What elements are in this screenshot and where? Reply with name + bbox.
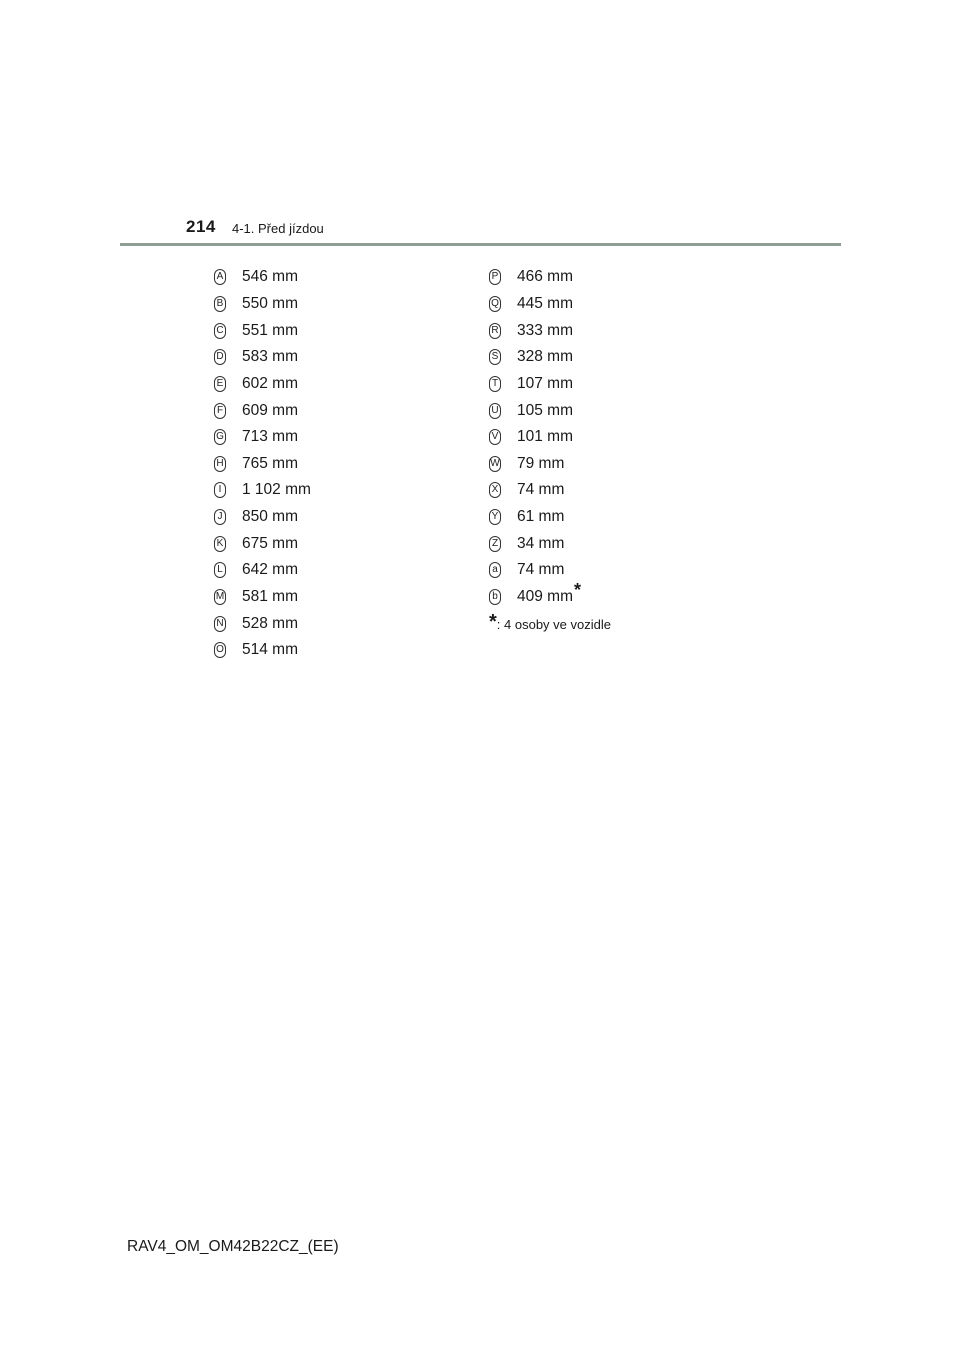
measurement-item bbox=[214, 264, 311, 291]
measurement-value: 602 mm bbox=[242, 374, 298, 392]
measurement-item bbox=[489, 557, 611, 584]
measurement-value: 61 mm bbox=[517, 508, 565, 526]
measurement-item bbox=[214, 291, 311, 318]
measurement-value: 546 mm bbox=[242, 268, 298, 286]
label-badge: I bbox=[214, 482, 226, 498]
measurement-item bbox=[489, 530, 611, 557]
measurement-item bbox=[489, 424, 611, 451]
label-badge: F bbox=[214, 403, 226, 419]
section-title: 4-1. Před jízdou bbox=[232, 221, 324, 236]
measurement-item bbox=[489, 344, 611, 371]
label-badge: U bbox=[489, 403, 501, 419]
measurement-item bbox=[489, 371, 611, 398]
measurement-item bbox=[489, 504, 611, 531]
measurement-item bbox=[214, 477, 311, 504]
measurement-list-right bbox=[489, 264, 611, 638]
measurement-value: 445 mm bbox=[517, 294, 573, 312]
header-rule bbox=[120, 243, 841, 246]
label-badge: Y bbox=[489, 509, 501, 525]
measurement-value: 581 mm bbox=[242, 588, 298, 605]
measurement-value: 466 mm bbox=[517, 268, 573, 286]
label-badge: E bbox=[214, 376, 226, 392]
label-badge: Q bbox=[489, 296, 501, 312]
label-badge: M bbox=[214, 589, 226, 605]
measurement-item bbox=[214, 530, 311, 557]
measurement-list-left bbox=[214, 264, 311, 664]
label-badge: S bbox=[489, 349, 501, 365]
measurement-value: 101 mm bbox=[517, 428, 573, 446]
label-badge: T bbox=[489, 376, 501, 392]
label-badge: P bbox=[489, 269, 501, 285]
label-badge: W bbox=[489, 456, 501, 472]
label-badge: C bbox=[214, 323, 226, 339]
measurement-item bbox=[214, 371, 311, 398]
measurement-item bbox=[214, 637, 311, 664]
measurement-value: 550 mm bbox=[242, 294, 298, 312]
label-badge: b bbox=[489, 589, 501, 605]
label-badge: a bbox=[489, 562, 501, 578]
measurement-value: 1 102 mm bbox=[242, 481, 311, 499]
measurement-item bbox=[214, 424, 311, 451]
measurement-value: 79 mm bbox=[517, 454, 565, 472]
measurement-item bbox=[214, 397, 311, 424]
label-badge: G bbox=[214, 429, 226, 445]
footnote-text: : 4 osoby ve vozidle bbox=[496, 617, 611, 633]
measurement-value: 333 mm bbox=[517, 321, 573, 339]
label-badge: V bbox=[489, 429, 501, 445]
label-badge: L bbox=[214, 562, 226, 578]
measurement-value: 609 mm bbox=[242, 401, 298, 419]
measurement-value: 765 mm bbox=[242, 454, 298, 472]
measurement-item bbox=[214, 610, 311, 637]
document-code: RAV4_OM_OM42B22CZ_(EE) bbox=[127, 1238, 339, 1255]
label-badge: Z bbox=[489, 536, 501, 552]
label-badge: B bbox=[214, 296, 226, 312]
measurement-item bbox=[489, 397, 611, 424]
page-number: 214 bbox=[186, 217, 216, 236]
measurement-item bbox=[214, 317, 311, 344]
label-badge: D bbox=[214, 349, 226, 365]
measurement-item bbox=[214, 584, 311, 611]
label-badge: O bbox=[214, 642, 226, 658]
measurement-item bbox=[214, 344, 311, 371]
measurement-value: 74 mm bbox=[517, 561, 565, 579]
label-badge: A bbox=[214, 269, 226, 285]
measurement-value: 528 mm bbox=[242, 614, 298, 632]
label-badge: X bbox=[489, 482, 501, 498]
measurement-item bbox=[489, 264, 611, 291]
footnote-marker: * bbox=[574, 579, 582, 600]
measurement-value: 409 mm bbox=[517, 588, 573, 605]
label-badge: N bbox=[214, 616, 226, 632]
measurement-value: 34 mm bbox=[517, 534, 565, 552]
measurement-item bbox=[489, 477, 611, 504]
measurement-item bbox=[214, 504, 311, 531]
measurement-value: 74 mm bbox=[517, 481, 565, 499]
measurement-value: 514 mm bbox=[242, 641, 298, 659]
footnote bbox=[489, 612, 611, 638]
measurement-value: 642 mm bbox=[242, 561, 298, 579]
measurement-value: 107 mm bbox=[517, 374, 573, 392]
measurement-item bbox=[214, 450, 311, 477]
measurement-value: 583 mm bbox=[242, 348, 298, 366]
measurement-value: 551 mm bbox=[242, 321, 298, 339]
measurement-value: 850 mm bbox=[242, 508, 298, 526]
label-badge: R bbox=[489, 323, 501, 339]
label-badge: H bbox=[214, 456, 226, 472]
measurement-value: 713 mm bbox=[242, 428, 298, 446]
measurement-value: 675 mm bbox=[242, 534, 298, 552]
measurement-item bbox=[489, 291, 611, 318]
measurement-item bbox=[214, 557, 311, 584]
label-badge: K bbox=[214, 536, 226, 552]
measurement-item bbox=[489, 579, 611, 611]
measurement-item bbox=[489, 317, 611, 344]
measurement-value: 105 mm bbox=[517, 401, 573, 419]
measurement-item bbox=[489, 450, 611, 477]
footnote-star: * bbox=[489, 611, 497, 634]
label-badge: J bbox=[214, 509, 226, 525]
measurement-value: 328 mm bbox=[517, 348, 573, 366]
